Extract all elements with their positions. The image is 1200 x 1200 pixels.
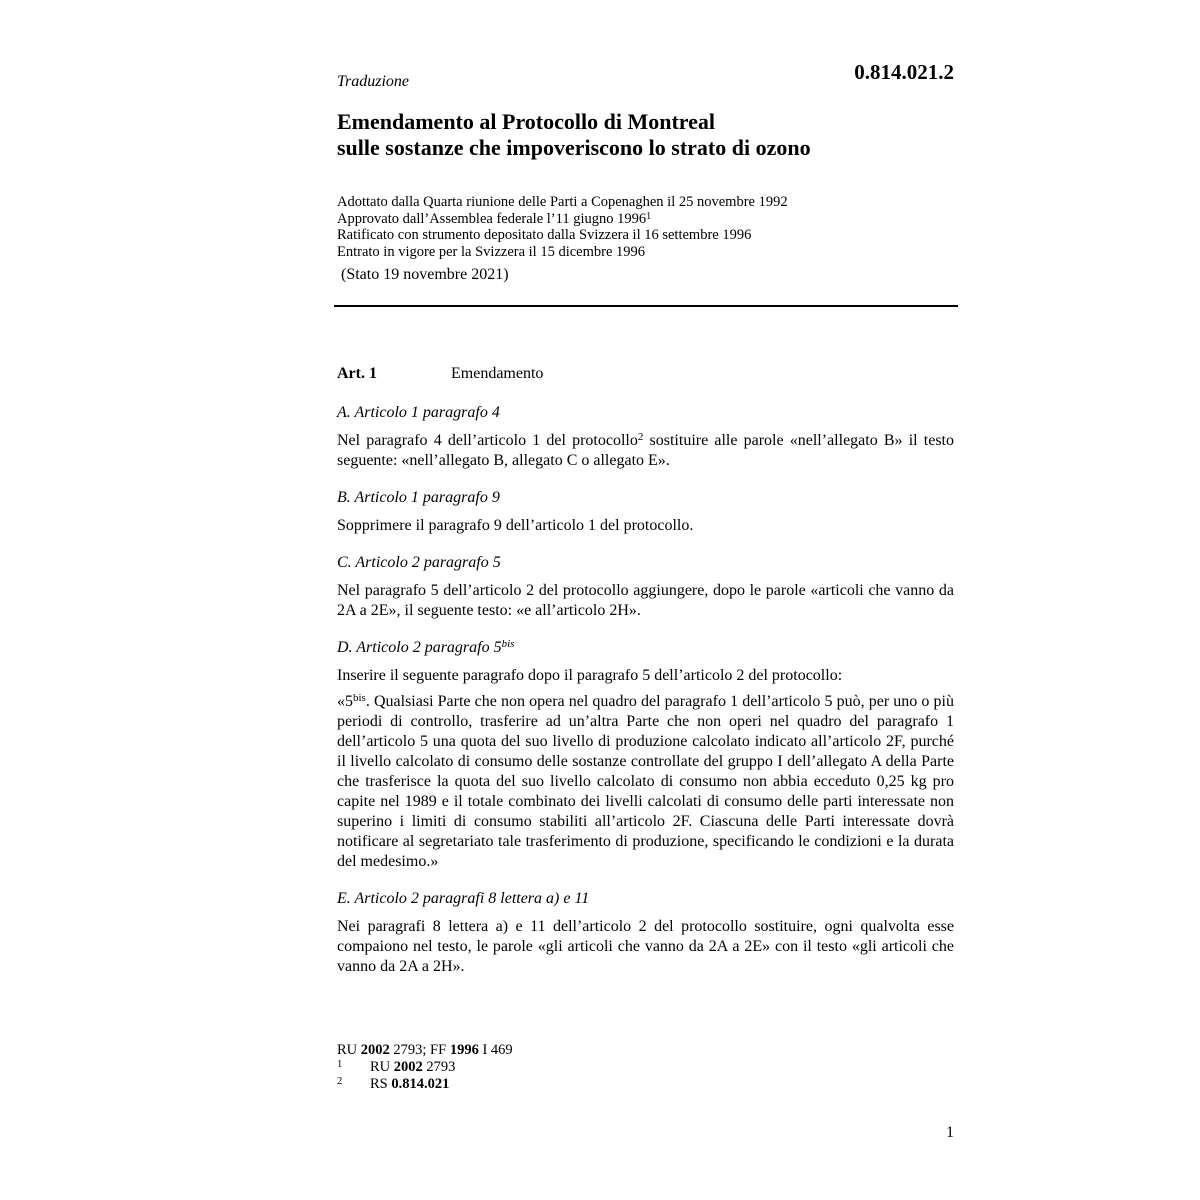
section-c-heading: C. Articolo 2 paragrafo 5 xyxy=(337,554,501,571)
page-number: 1 xyxy=(946,1124,954,1141)
footnote-1-number: 1 xyxy=(337,1059,343,1070)
document-body xyxy=(337,364,954,994)
footnote-1-prefix: RU xyxy=(370,1059,394,1075)
approved-line xyxy=(337,211,954,228)
source-ff-page: I 469 xyxy=(478,1042,513,1058)
article-title: Emendamento xyxy=(451,365,544,382)
footnote-1 xyxy=(337,1059,954,1076)
section-d-heading-sup: bis xyxy=(501,638,515,650)
section-e-text: Nei paragrafi 8 lettera a) e 11 dell’articolo 2 del protocollo sostituire, ogni qualvolta esse compaiono nel testo, le parole «gli articoli che vanno da 2A a 2E» con il testo «gli articoli che vanno da 2A a 2H». xyxy=(337,918,954,975)
footnote-ref-1[interactable]: 1 xyxy=(646,210,652,222)
in-force-line: Entrato in vigore per la Svizzera il 15 dicembre 1996 xyxy=(337,243,646,260)
footnote-ref-2[interactable]: 2 xyxy=(637,431,644,443)
source-ru-prefix: RU xyxy=(337,1042,361,1058)
footnotes xyxy=(337,1042,954,1093)
document-metadata xyxy=(337,194,954,260)
footnote-2-ref[interactable]: 0.814.021 xyxy=(391,1076,450,1092)
approved-text: Approvato dall’Assemblea federale l’11 giugno 1996 xyxy=(337,210,647,227)
article-heading xyxy=(337,364,954,384)
source-ru-year: 2002 xyxy=(360,1042,390,1058)
footnote-1-page: 2793 xyxy=(422,1059,456,1075)
section-e-heading: E. Articolo 2 paragrafi 8 lettera a) e 11 xyxy=(337,890,590,907)
section-d-heading xyxy=(337,638,954,658)
section-d-quote-open: «5 xyxy=(337,693,353,710)
adopted-line: Adottato dalla Quarta riunione delle Parti a Copenaghen il 25 novembre 1992 xyxy=(337,194,788,210)
footnote-2 xyxy=(337,1076,954,1093)
ratified-line: Ratificato con strumento depositato dalla Svizzera il 16 settembre 1996 xyxy=(337,227,752,243)
title-line-2: sulle sostanze che impoveriscono lo strato di ozono xyxy=(337,135,811,160)
footnote-1-year: 2002 xyxy=(393,1059,423,1075)
section-a-text-part1: Nel paragrafo 4 dell’articolo 1 del protocollo xyxy=(337,432,638,449)
article-number: Art. 1 xyxy=(337,365,377,382)
footnote-1-text xyxy=(370,1059,455,1076)
footnote-2-number: 2 xyxy=(337,1076,343,1087)
section-a-text xyxy=(337,431,954,471)
translation-label: Traduzione xyxy=(337,73,410,90)
section-d-text: Inserire il seguente paragrafo dopo il paragrafo 5 dell’articolo 2 del protocollo: xyxy=(337,667,843,684)
footnote-2-prefix: RS xyxy=(370,1076,392,1092)
sr-number: 0.814.021.2 xyxy=(854,60,954,84)
footnote-2-text xyxy=(370,1076,449,1093)
section-b-heading: B. Articolo 1 paragrafo 9 xyxy=(337,489,500,506)
section-a-heading: A. Articolo 1 paragrafo 4 xyxy=(337,404,500,421)
title-line-1: Emendamento al Protocollo di Montreal xyxy=(337,109,716,134)
section-d-quote-sup: bis xyxy=(353,692,366,704)
section-b-text: Sopprimere il paragrafo 9 dell’articolo 1 del protocollo. xyxy=(337,517,694,534)
section-d-quote-text: . Qualsiasi Parte che non opera nel quadro del paragrafo 1 dell’articolo 5 può, per uno o più periodi di controllo, trasferire ad un’altra Parte che non operi nel quadro del paragrafo 1 dell’articolo 5 una quota del suo livello di produzione calcolato indicato all’articolo 2F, purché il livello calcolato di consumo delle sostanze controllate del gruppo I dell’allegato A della Parte che trasferisce la quota del suo livello calcolato di consumo non abbia ecceduto 0,25 kg pro capite nel 1989 e il totale combinato dei livelli calcolati di consumo delle parti interessate non superino i limiti di consumo stabiliti all’articolo 2F. Ciascuna delle Parti interessate dovrà notificare al segretariato tale trasferimento di produzione, specificando le condizioni e la durata del medesimo.» xyxy=(337,693,954,870)
section-d-quote xyxy=(337,692,954,872)
source-ru-page: 2793; FF xyxy=(389,1042,450,1058)
source-ff-year: 1996 xyxy=(449,1042,479,1058)
header-divider xyxy=(334,305,958,307)
section-c-text: Nel paragrafo 5 dell’articolo 2 del protocollo aggiungere, dopo le parole «articoli che vanno da 2A a 2E», il seguente testo: «e all’articolo 2H». xyxy=(337,582,954,619)
document-title xyxy=(337,109,954,161)
status-date: (Stato 19 novembre 2021) xyxy=(341,266,509,283)
source-reference xyxy=(337,1042,954,1059)
section-a-text-part2: sostituire alle parole «nell’allegato B» il testo seguente: «nell’allegato B, allegato C o allegato E». xyxy=(337,432,954,469)
section-d-heading-text: D. Articolo 2 paragrafo 5 xyxy=(337,639,502,656)
source-text xyxy=(337,1042,513,1058)
